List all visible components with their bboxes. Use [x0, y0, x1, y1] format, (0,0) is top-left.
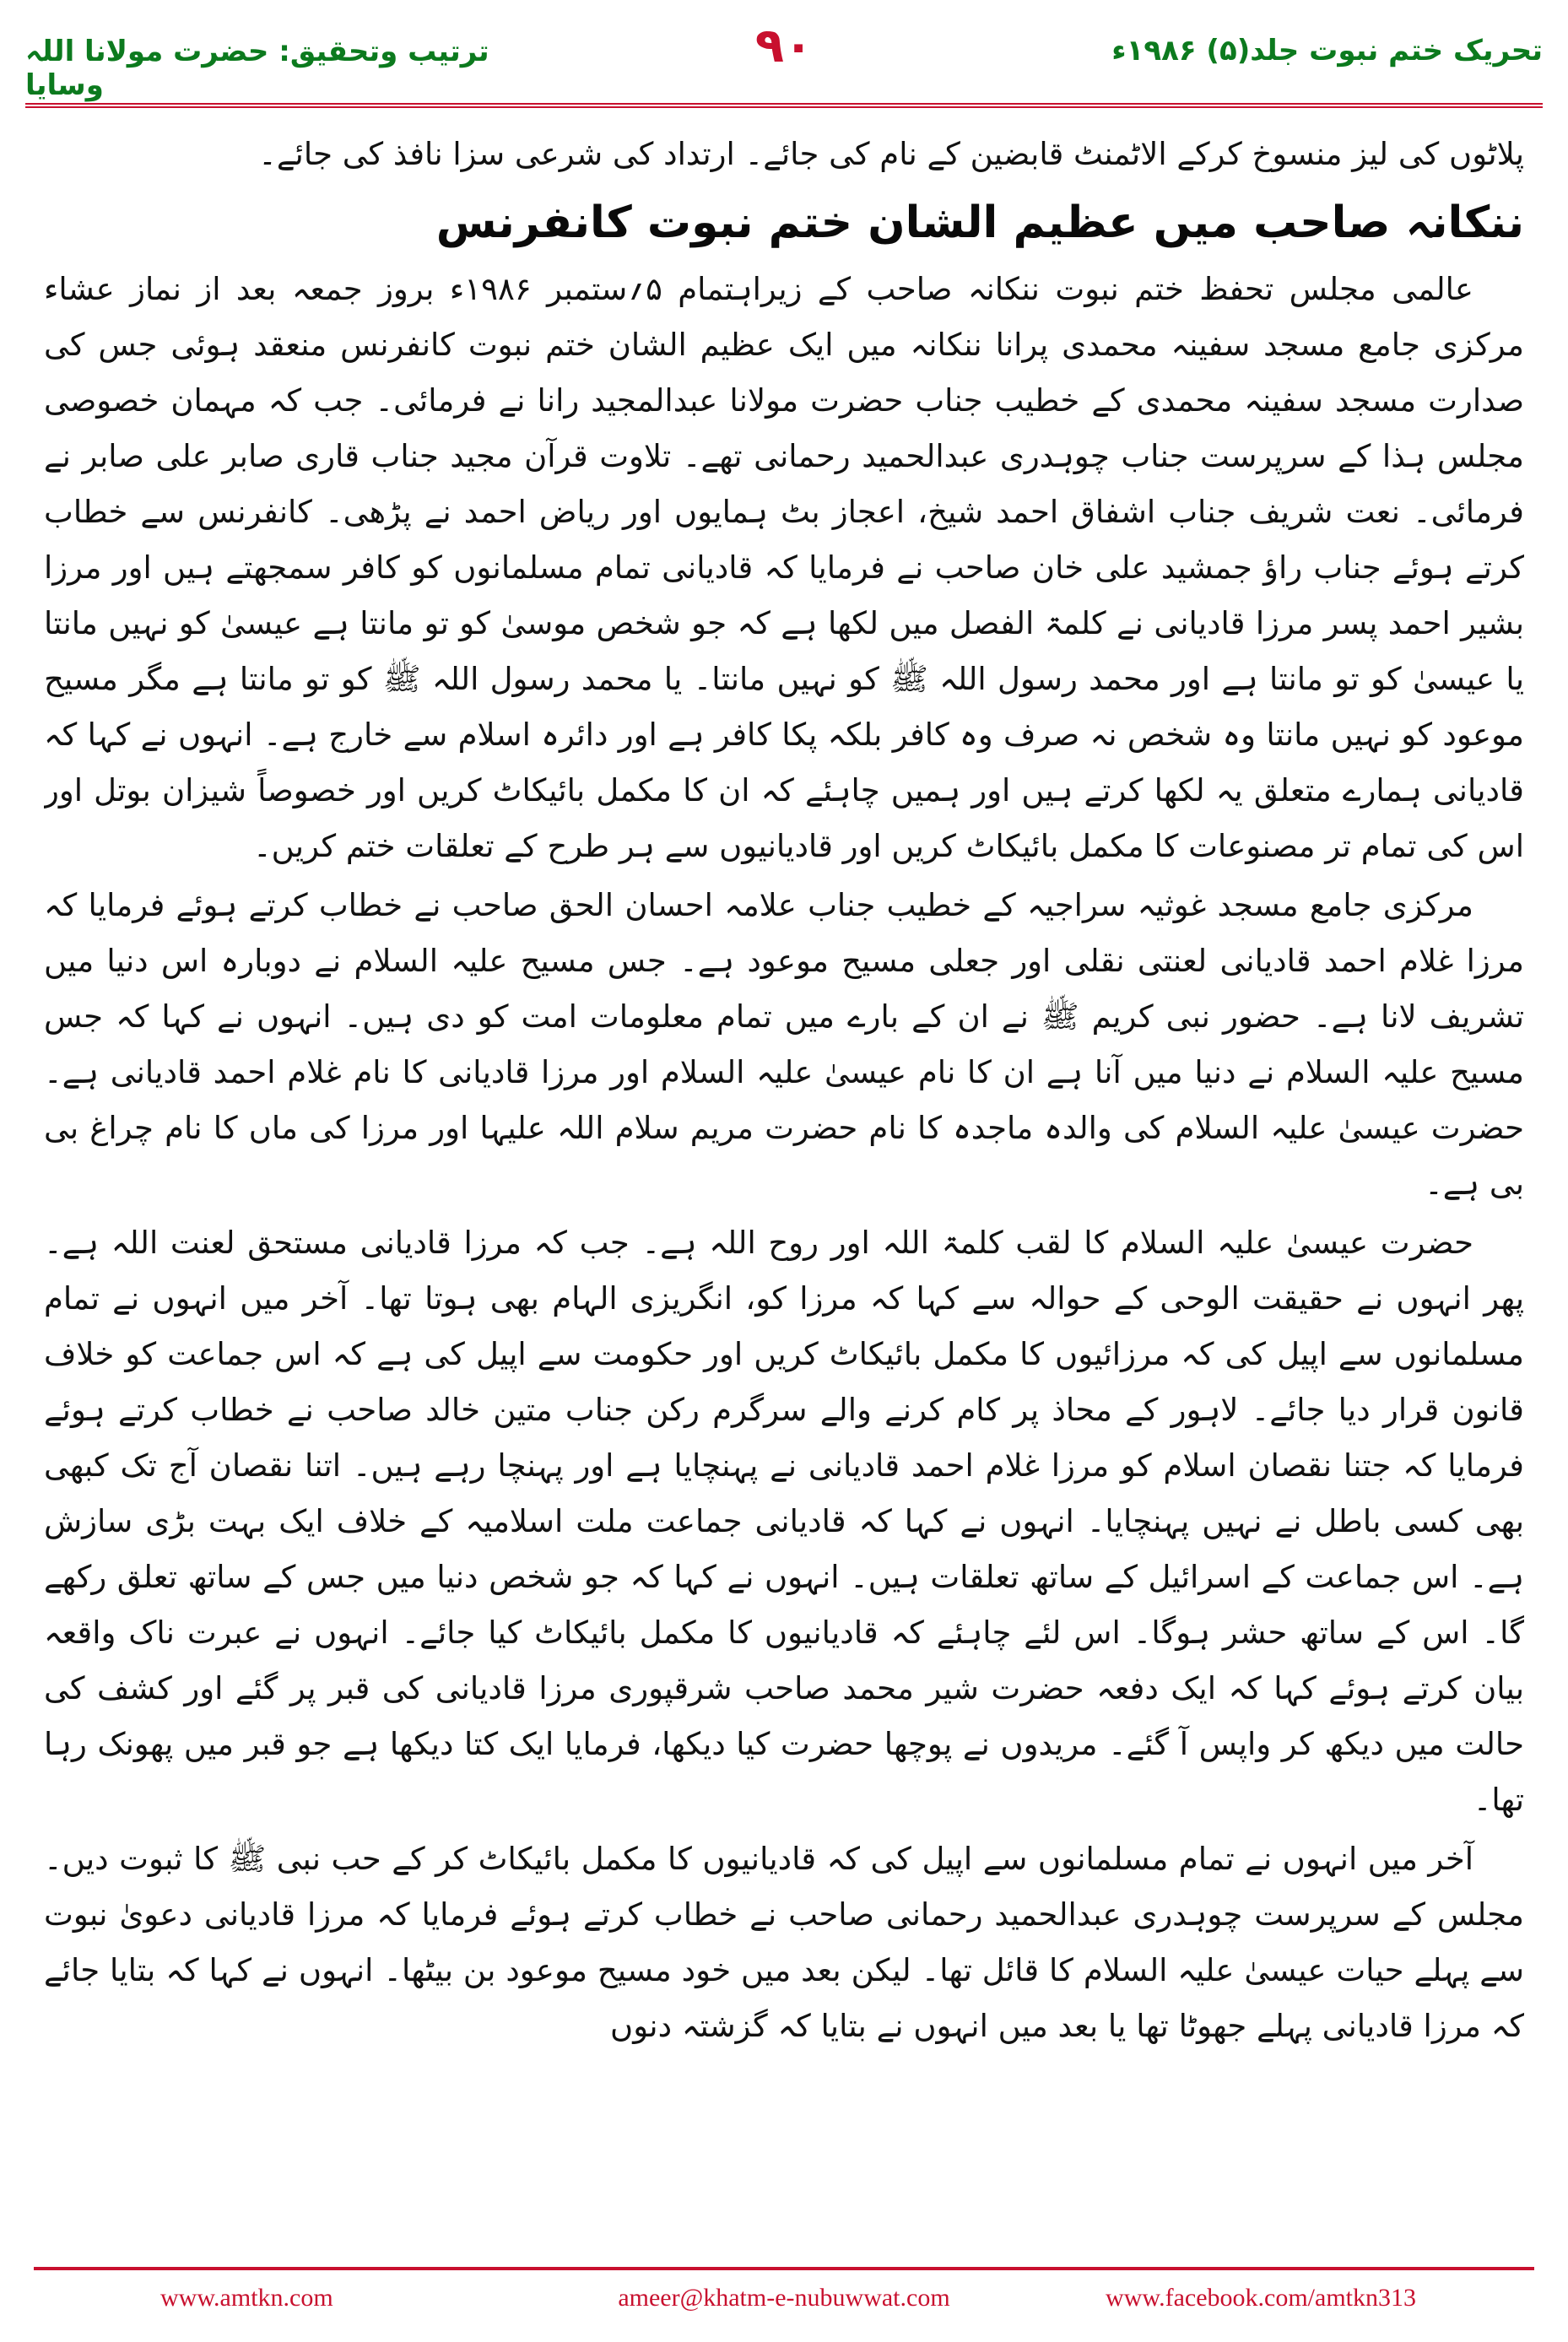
page-number: ۹۰ — [754, 19, 814, 73]
compiler-credit: ترتیب وتحقیق: حضرت مولانا اللہ وسایا — [25, 35, 489, 102]
facebook-link[interactable]: www.facebook.com/amtkn313 — [1106, 2284, 1416, 2312]
website-link[interactable]: www.amtkn.com — [160, 2284, 333, 2312]
header-divider — [25, 103, 1543, 108]
book-title: تحریک ختم نبوت جلد(۵) ۱۹۸۶ء — [1111, 34, 1543, 68]
paragraph-3: حضرت عیسیٰ علیہ السلام کا لقب کلمۃ اللہ اور روح اللہ ہے۔ جب کہ مرزا قادیانی مستحق لعنت اللہ ہے۔ پھر انہوں نے حقیقت الوحی کے حوالہ سے کہا کہ مرزا کو، انگریزی الہام بھی ہوتا تھا۔ آخر میں انہوں نے تمام مسلمانوں سے اپیل کی کہ مرزائیوں کا مکمل بائیکاٹ کریں اور حکومت سے اپیل کی ہے کہ اس جماعت کو خلاف قانون قرار دیا جائے۔ لاہور کے محاذ پر کام کرنے والے سرگرم رکن جناب متین خالد صاحب نے خطاب کرتے ہوئے فرمایا کہ جتنا نقصان اسلام کو مرزا غلام احمد قادیانی نے پہنچایا ہے اور پہنچا رہے ہیں۔ اتنا نقصان آج تک کبھی بھی کسی باطل نے نہیں پہنچایا۔ انہوں نے کہا کہ قادیانی جماعت ملت اسلامیہ کے خلاف ایک بہت بڑی سازش ہے۔ اس جماعت کے اسرائیل کے ساتھ تعلقات ہیں۔ انہوں نے کہا کہ جو شخص دنیا میں جس کے ساتھ تعلق رکھے گا۔ اس کے ساتھ حشر ہوگا۔ اس لئے چاہئے کہ قادیانیوں کا مکمل بائیکاٹ کیا جائے۔ انہوں نے عبرت ناک واقعہ بیان کرتے ہوئے کہا کہ ایک دفعہ حضرت شیر محمد صاحب شرقپوری مرزا قادیانی کی قبر پر گئے اور کشف کی حالت میں دیکھ کر واپس آ گئے۔ مریدوں نے پوچھا حضرت کیا دیکھا، فرمایا ایک کتا دیکھا ہے جو قبر میں پھونک رہا تھا۔ — [44, 1225, 1524, 1818]
page-footer — [34, 2267, 1534, 2329]
email-link[interactable]: ameer@khatm-e-nubuwwat.com — [618, 2284, 950, 2312]
section-title: ننکانہ صاحب میں عظیم الشان ختم نبوت کانفرنس — [435, 197, 1524, 248]
page-header — [25, 19, 1543, 113]
intro-line: پلاٹوں کی لیز منسوخ کرکے الاٹمنٹ قابضین کے نام کی جائے۔ ارتداد کی شرعی سزا نافذ کی جائے۔ — [258, 136, 1524, 172]
paragraph-2: مرکزی جامع مسجد غوثیہ سراجیہ کے خطیب جناب علامہ احسان الحق صاحب نے خطاب کرتے ہوئے فرمایا کہ مرزا غلام احمد قادیانی لعنتی نقلی اور جعلی مسیح موعود ہے۔ جس مسیح علیہ السلام نے دوبارہ اس دنیا میں تشریف لانا ہے۔ حضور نبی کریم ﷺ نے ان کے بارے میں تمام معلومات امت کو دی ہیں۔ انہوں نے کہا کہ جس مسیح علیہ السلام نے دنیا میں آنا ہے ان کا نام عیسیٰ علیہ السلام اور مرزا قادیانی کا نام غلام احمد قادیانی ہے۔ حضرت عیسیٰ علیہ السلام کی والدہ ماجدہ کا نام حضرت مریم سلام اللہ علیہا اور مرزا کی ماں کا نام چراغ بی بی ہے۔ — [44, 887, 1524, 1202]
paragraph-4: آخر میں انہوں نے تمام مسلمانوں سے اپیل کی کہ قادیانیوں کا مکمل بائیکاٹ کر کے حب نبی ﷺ کا ثبوت دیں۔ مجلس کے سرپرست چوہدری عبدالحمید رحمانی صاحب نے خطاب کرتے ہوئے فرمایا کہ مرزا قادیانی دعویٰ نبوت سے پہلے حیات عیسیٰ علیہ السلام کا قائل تھا۔ لیکن بعد میں خود مسیح موعود بن بیٹھا۔ انہوں نے کہا کہ بتایا جائے کہ مرزا قادیانی پہلے جھوٹا تھا یا بعد میں انہوں نے بتایا کہ گزشتہ دنوں — [44, 1841, 1524, 2044]
article-body — [44, 127, 1524, 2262]
paragraph-1: عالمی مجلس تحفظ ختم نبوت ننکانہ صاحب کے زیراہتمام ۵؍ستمبر ۱۹۸۶ء بروز جمعہ بعد از نماز عشاء مرکزی جامع مسجد سفینہ محمدی پرانا ننکانہ میں ایک عظیم الشان ختم نبوت کانفرنس منعقد ہوئی جس کی صدارت مسجد سفینہ محمدی کے خطیب جناب حضرت مولانا عبدالمجید رانا نے فرمائی۔ جب کہ مہمان خصوصی مجلس ہذا کے سرپرست جناب چوہدری عبدالحمید رحمانی تھے۔ تلاوت قرآن مجید جناب قاری صابر علی صابر نے فرمائی۔ نعت شریف جناب اشفاق احمد شیخ، اعجاز بٹ ہمایوں اور ریاض احمد نے پڑھی۔ کانفرنس سے خطاب کرتے ہوئے جناب راؤ جمشید علی خان صاحب نے فرمایا کہ قادیانی تمام مسلمانوں کو کافر سمجھتے ہیں اور مرزا بشیر احمد پسر مرزا قادیانی نے کلمۃ الفصل میں لکھا ہے کہ جو شخص موسیٰ کو تو مانتا ہے عیسیٰ کو نہیں مانتا یا عیسیٰ کو تو مانتا ہے اور محمد رسول اللہ ﷺ کو نہیں مانتا۔ یا محمد رسول اللہ ﷺ کو تو مانتا ہے مگر مسیح موعود کو نہیں مانتا وہ شخص نہ صرف وہ کافر بلکہ پکا کافر ہے اور دائرہ اسلام سے خارج ہے۔ انہوں نے کہا کہ قادیانی ہمارے متعلق یہ لکھا کرتے ہیں اور ہمیں چاہئے کہ ان کا مکمل بائیکاٹ کریں اور خصوصاً شیزان بوتل اور اس کی تمام تر مصنوعات کا مکمل بائیکاٹ کریں اور قادیانیوں سے ہر طرح کے تعلقات ختم کریں۔ — [44, 271, 1524, 864]
